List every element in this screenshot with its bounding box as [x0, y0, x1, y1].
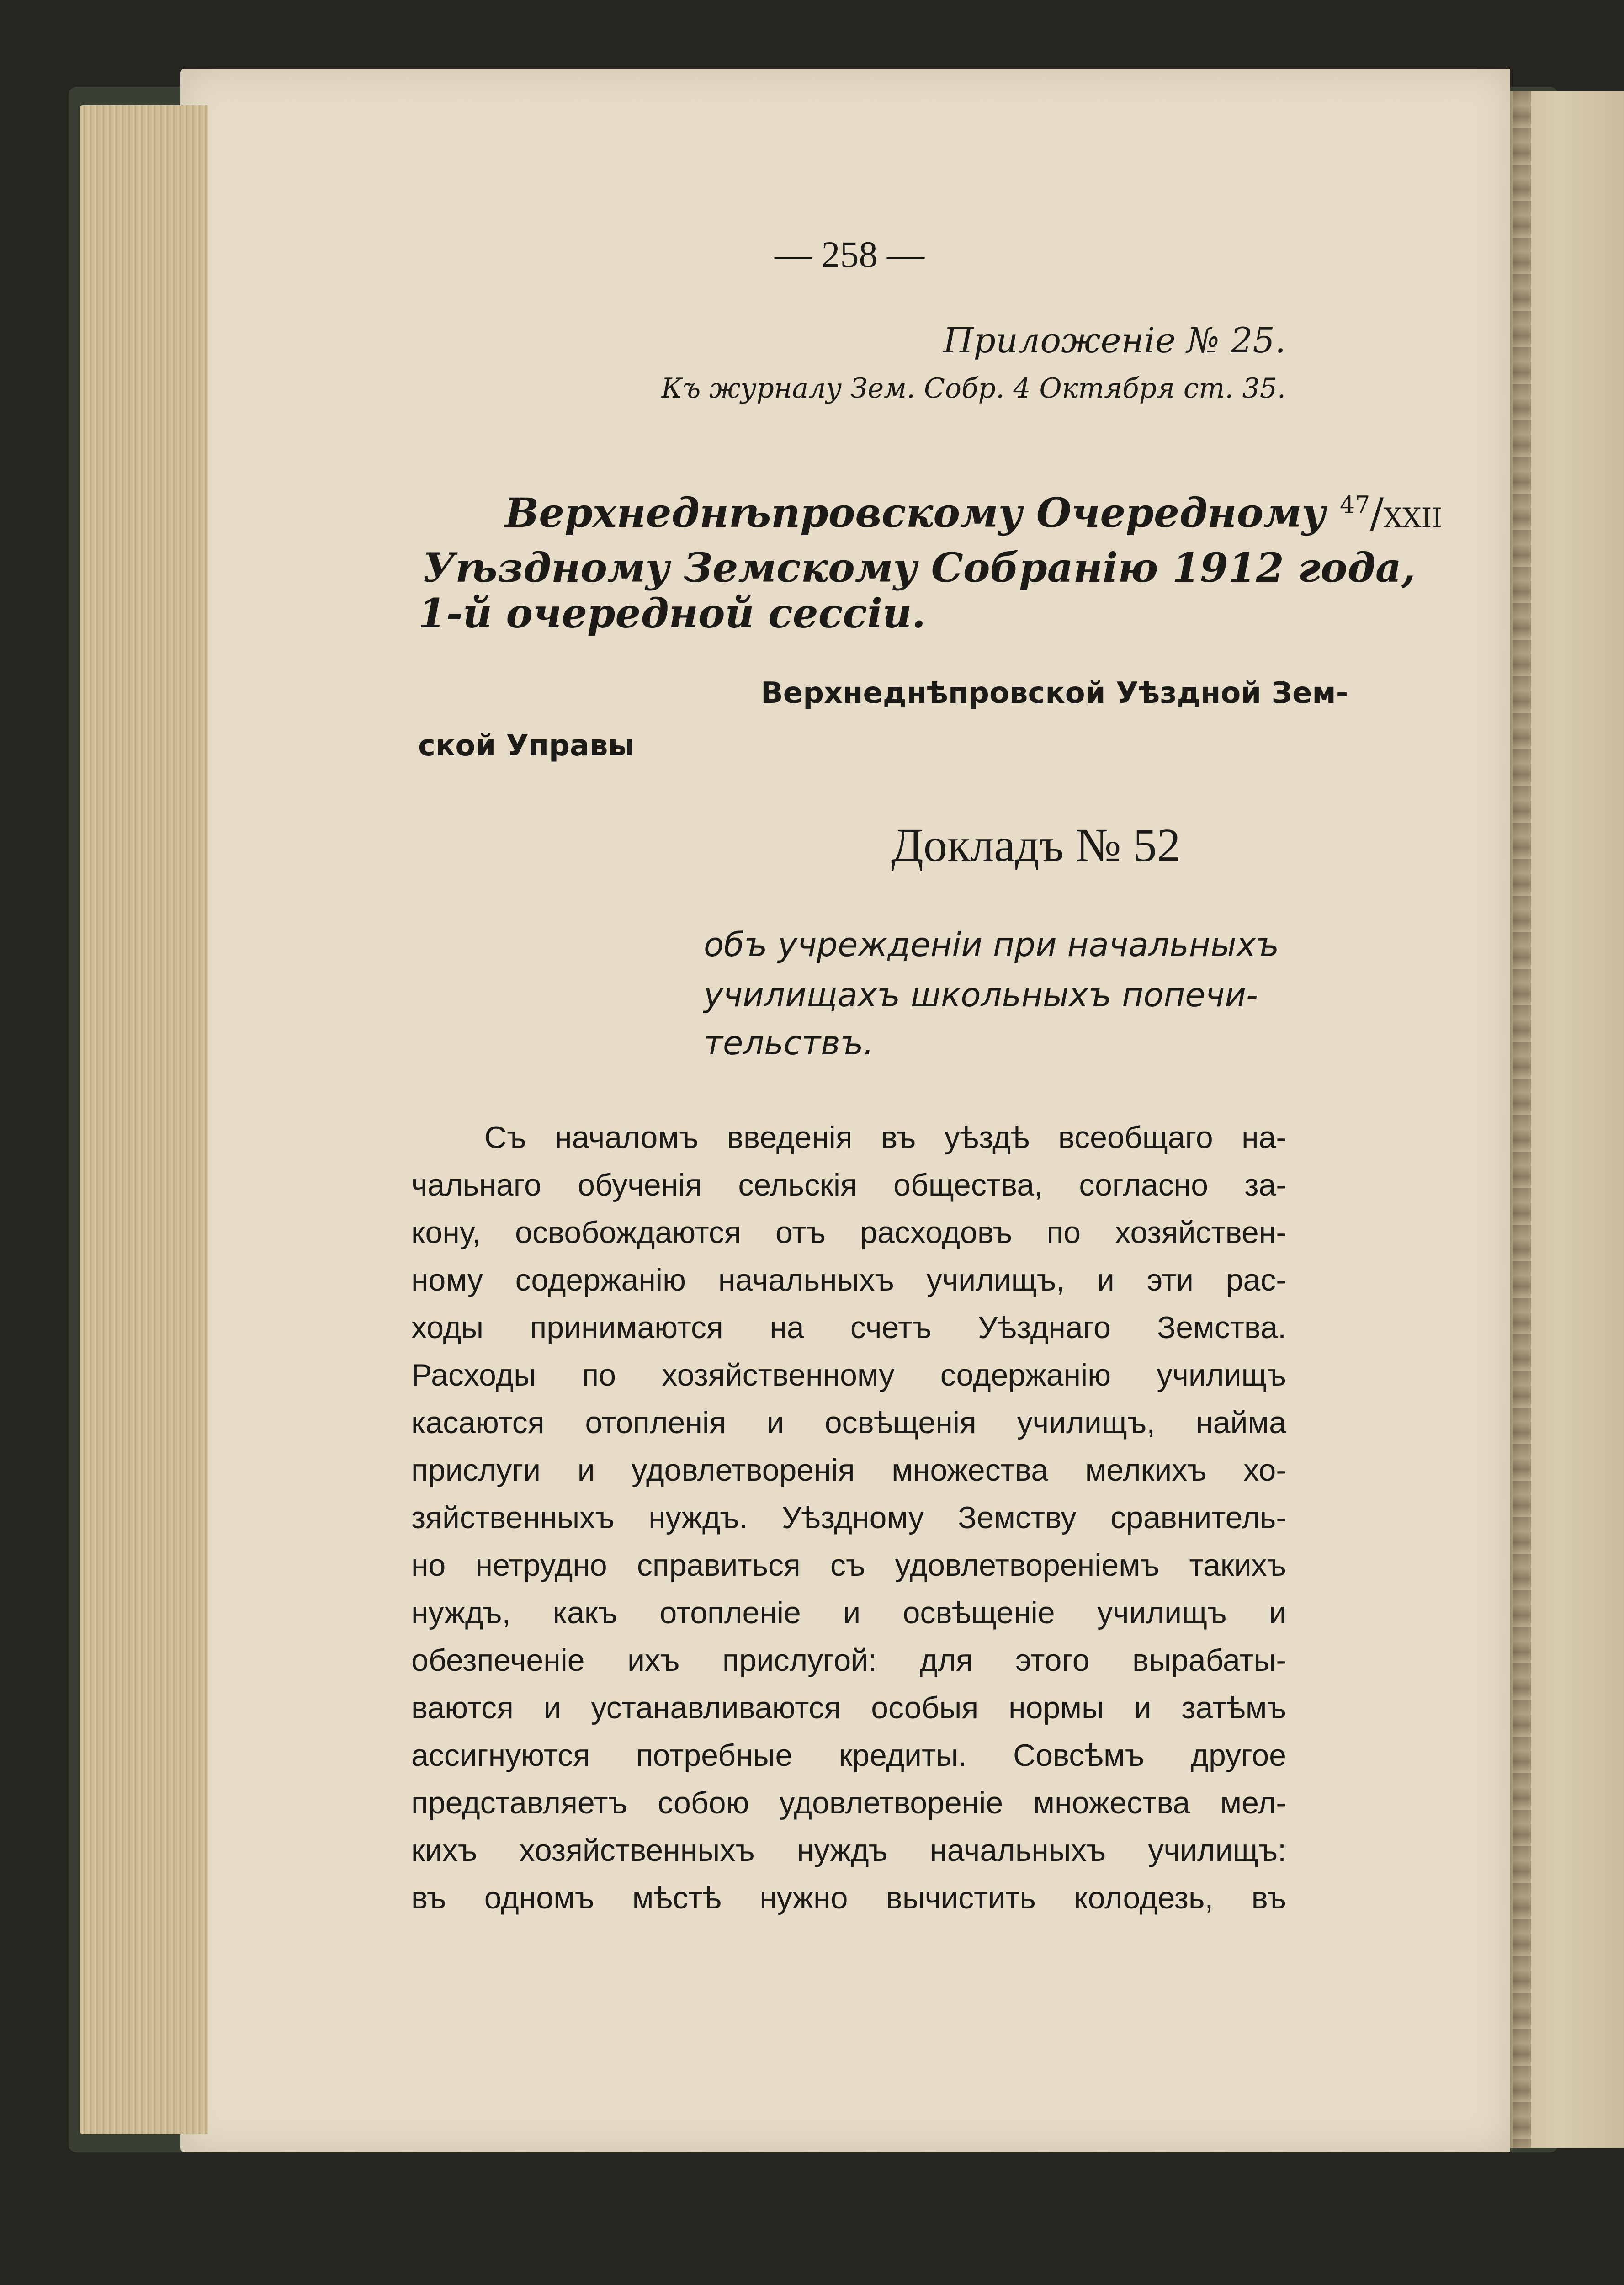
fraction-denominator: XXII: [1383, 502, 1443, 533]
body-line: кихъ хозяйственныхъ нуждъ начальныхъ училищъ:: [411, 1835, 1286, 1868]
body-line: ному содержанiю начальныхъ училищъ, и эти рас-: [411, 1265, 1286, 1297]
body-line: Расходы по хозяйственному содержанiю училищъ: [411, 1360, 1286, 1392]
body-line: въ одномъ мѣстѣ нужно вычистить колодезь, въ: [411, 1882, 1286, 1915]
page-stack-edge: [80, 105, 208, 2134]
body-line: чальнаго обученiя сельскiя общества, согласно за-: [411, 1169, 1286, 1202]
body-line: обезпеченiе ихъ прислугой: для этого вырабаты-: [411, 1645, 1286, 1678]
sender-line-1: Верхнеднѣпровской Уѣздной Зем-: [761, 676, 1348, 710]
address-line-1-text: Верхнеднѣпровскому Очередному: [505, 489, 1326, 537]
report-subject-line: объ учрежденiи при начальныхъ: [704, 925, 1279, 964]
report-subject-line: тельствъ.: [704, 1024, 874, 1062]
body-line: прислуги и удовлетворенiя множества мелкихъ хо-: [411, 1455, 1286, 1488]
body-line: Съ началомъ введенiя въ уѣздѣ всеобщаго на-: [484, 1122, 1286, 1155]
body-line: зяйственныхъ нуждъ. Уѣздному Земству сравнитель-: [411, 1502, 1286, 1535]
body-line: кону, освобождаются отъ расходовъ по хозяйствен-: [411, 1217, 1286, 1250]
appendix-label: Приложенiе № 25.: [943, 320, 1286, 361]
address-line-3: 1-й очередной сессiи.: [418, 590, 926, 637]
body-line: но нетрудно справиться съ удовлетворенiемъ такихъ: [411, 1550, 1286, 1583]
report-title: Докладъ № 52: [891, 819, 1181, 871]
body-line: ассигнуются потребные кредиты. Совсѣмъ другое: [411, 1740, 1286, 1773]
journal-reference: Къ журналу Зем. Собр. 4 Октября ст. 35.: [661, 372, 1286, 404]
report-subject-line: училищахъ школьныхъ попечи-: [704, 976, 1258, 1014]
body-line: касаются отопленiя и освѣщенiя училищъ, найма: [411, 1407, 1286, 1440]
worn-page-edge: [1513, 91, 1531, 2148]
fraction-numerator: 47: [1340, 491, 1370, 519]
sender-line-2: ской Управы: [418, 729, 635, 763]
body-line: представляетъ собою удовлетворенiе множества мел-: [411, 1787, 1286, 1820]
address-line-1: [505, 489, 1442, 537]
address-line-2: Уѣздному Земскому Собранiю 1912 года,: [423, 544, 1416, 591]
body-line: ходы принимаются на счетъ Уѣзднаго Земства.: [411, 1312, 1286, 1345]
body-line: ваются и устанавливаются особыя нормы и затѣмъ: [411, 1692, 1286, 1725]
session-fraction: $^{47}$/XXII: [1340, 489, 1443, 537]
page-number: — 258 —: [775, 234, 924, 275]
body-line: нуждъ, какъ отопленiе и освѣщенiе училищъ и: [411, 1597, 1286, 1630]
